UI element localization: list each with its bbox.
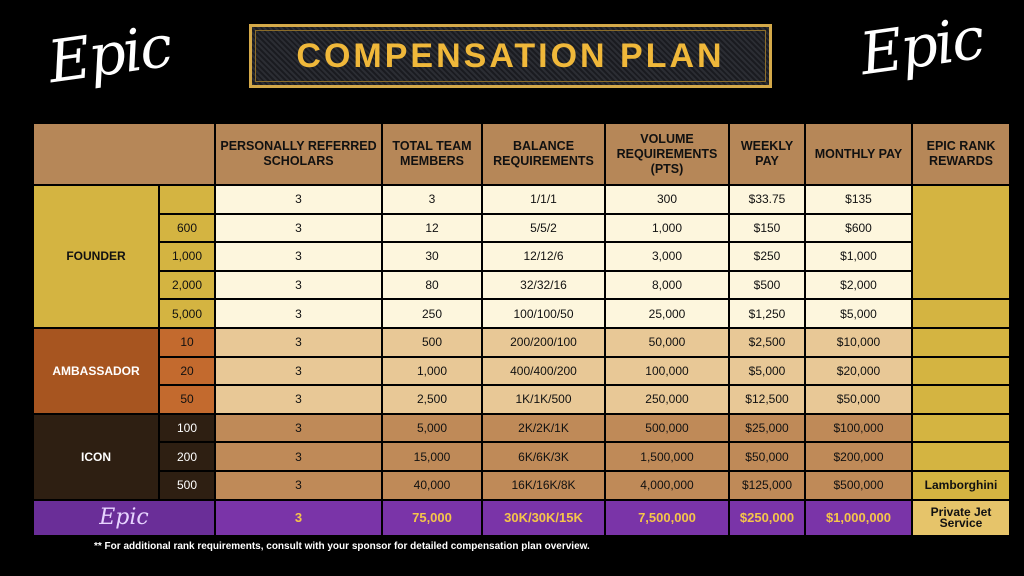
volume-cell: 4,000,000 [605, 471, 729, 500]
table-row [33, 299, 1010, 328]
team-cell: 500 [382, 328, 482, 357]
epic-logo-right: Epic [855, 3, 987, 89]
weekly-cell: $125,000 [729, 471, 805, 500]
scholars-cell: 3 [215, 442, 382, 471]
balance-cell: 2K/2K/1K [482, 414, 605, 443]
table-row [33, 471, 1010, 500]
weekly-cell: $5,000 [729, 357, 805, 386]
volume-cell: 300 [605, 185, 729, 214]
team-cell: 15,000 [382, 442, 482, 471]
monthly-cell: $10,000 [805, 328, 912, 357]
team-cell: 1,000 [382, 357, 482, 386]
table-row [33, 185, 1010, 214]
monthly-cell: $135 [805, 185, 912, 214]
table-row [33, 214, 1010, 243]
weekly-cell: $1,250 [729, 299, 805, 328]
rank-ambassador: AMBASSADOR [33, 328, 159, 414]
balance-cell: 6K/6K/3K [482, 442, 605, 471]
reward-cell [912, 414, 1010, 443]
header-volume: VOLUME REQUIREMENTS (PTS) [605, 123, 729, 185]
level-cell: 600 [159, 214, 215, 243]
page-title: COMPENSATION PLAN [296, 36, 725, 75]
header-rewards: EPIC RANK REWARDS [912, 123, 1010, 185]
header-corner [33, 123, 215, 185]
level-cell: 500 [159, 471, 215, 500]
scholars-cell: 3 [215, 185, 382, 214]
scholars-cell: 3 [215, 271, 382, 300]
header-monthly: MONTHLY PAY [805, 123, 912, 185]
team-cell: 75,000 [382, 500, 482, 536]
table-row [33, 442, 1010, 471]
title-banner [249, 24, 772, 88]
volume-cell: 1,000 [605, 214, 729, 243]
reward-cell [912, 185, 1010, 299]
scholars-cell: 3 [215, 328, 382, 357]
scholars-cell: 3 [215, 385, 382, 414]
balance-cell: 5/5/2 [482, 214, 605, 243]
header-scholars: PERSONALLY REFERRED SCHOLARS [215, 123, 382, 185]
level-cell: 200 [159, 442, 215, 471]
weekly-cell: $250 [729, 242, 805, 271]
monthly-cell: $20,000 [805, 357, 912, 386]
epic-rank-logo: Epic [99, 505, 149, 531]
level-cell: 100 [159, 414, 215, 443]
table-row [33, 414, 1010, 443]
scholars-cell: 3 [215, 299, 382, 328]
header-balance: BALANCE REQUIREMENTS [482, 123, 605, 185]
volume-cell: 250,000 [605, 385, 729, 414]
level-cell: 1,000 [159, 242, 215, 271]
scholars-cell: 3 [215, 414, 382, 443]
compensation-table [32, 122, 1011, 537]
balance-cell: 1/1/1 [482, 185, 605, 214]
monthly-cell: $600 [805, 214, 912, 243]
volume-cell: 7,500,000 [605, 500, 729, 536]
volume-cell: 25,000 [605, 299, 729, 328]
team-cell: 3 [382, 185, 482, 214]
monthly-cell: $100,000 [805, 414, 912, 443]
table-row [33, 385, 1010, 414]
rank-founder: FOUNDER [33, 185, 159, 328]
reward-cell [912, 328, 1010, 357]
table-row [33, 500, 1010, 536]
team-cell: 5,000 [382, 414, 482, 443]
reward-cell [912, 299, 1010, 328]
reward-private-jet: Private Jet Service [912, 500, 1010, 536]
header-weekly: WEEKLY PAY [729, 123, 805, 185]
level-cell: 10 [159, 328, 215, 357]
reward-lamborghini: Lamborghini [912, 471, 1010, 500]
monthly-cell: $200,000 [805, 442, 912, 471]
volume-cell: 100,000 [605, 357, 729, 386]
team-cell: 12 [382, 214, 482, 243]
scholars-cell: 3 [215, 471, 382, 500]
level-cell: 50 [159, 385, 215, 414]
monthly-cell: $1,000,000 [805, 500, 912, 536]
scholars-cell: 3 [215, 357, 382, 386]
reward-cell [912, 357, 1010, 386]
team-cell: 30 [382, 242, 482, 271]
header-team: TOTAL TEAM MEMBERS [382, 123, 482, 185]
balance-cell: 16K/16K/8K [482, 471, 605, 500]
epic-logo-left: Epic [43, 11, 175, 97]
level-cell: 20 [159, 357, 215, 386]
volume-cell: 1,500,000 [605, 442, 729, 471]
weekly-cell: $2,500 [729, 328, 805, 357]
monthly-cell: $2,000 [805, 271, 912, 300]
scholars-cell: 3 [215, 214, 382, 243]
volume-cell: 50,000 [605, 328, 729, 357]
balance-cell: 1K/1K/500 [482, 385, 605, 414]
team-cell: 80 [382, 271, 482, 300]
weekly-cell: $12,500 [729, 385, 805, 414]
volume-cell: 8,000 [605, 271, 729, 300]
rank-epic [33, 500, 215, 536]
balance-cell: 30K/30K/15K [482, 500, 605, 536]
team-cell: 2,500 [382, 385, 482, 414]
volume-cell: 3,000 [605, 242, 729, 271]
rank-icon: ICON [33, 414, 159, 500]
table-row [33, 328, 1010, 357]
balance-cell: 400/400/200 [482, 357, 605, 386]
reward-cell [912, 442, 1010, 471]
weekly-cell: $250,000 [729, 500, 805, 536]
balance-cell: 100/100/50 [482, 299, 605, 328]
monthly-cell: $5,000 [805, 299, 912, 328]
monthly-cell: $500,000 [805, 471, 912, 500]
scholars-cell: 3 [215, 500, 382, 536]
weekly-cell: $25,000 [729, 414, 805, 443]
balance-cell: 200/200/100 [482, 328, 605, 357]
balance-cell: 32/32/16 [482, 271, 605, 300]
level-cell [159, 185, 215, 214]
weekly-cell: $50,000 [729, 442, 805, 471]
header-row [33, 123, 1010, 185]
volume-cell: 500,000 [605, 414, 729, 443]
weekly-cell: $150 [729, 214, 805, 243]
monthly-cell: $50,000 [805, 385, 912, 414]
weekly-cell: $33.75 [729, 185, 805, 214]
level-cell: 2,000 [159, 271, 215, 300]
scholars-cell: 3 [215, 242, 382, 271]
level-cell: 5,000 [159, 299, 215, 328]
balance-cell: 12/12/6 [482, 242, 605, 271]
table-row [33, 271, 1010, 300]
monthly-cell: $1,000 [805, 242, 912, 271]
footnote: ** For additional rank requirements, consult with your sponsor for detailed compensation plan overview. [94, 541, 590, 552]
team-cell: 250 [382, 299, 482, 328]
team-cell: 40,000 [382, 471, 482, 500]
reward-cell [912, 385, 1010, 414]
table-row [33, 357, 1010, 386]
table-row [33, 242, 1010, 271]
weekly-cell: $500 [729, 271, 805, 300]
